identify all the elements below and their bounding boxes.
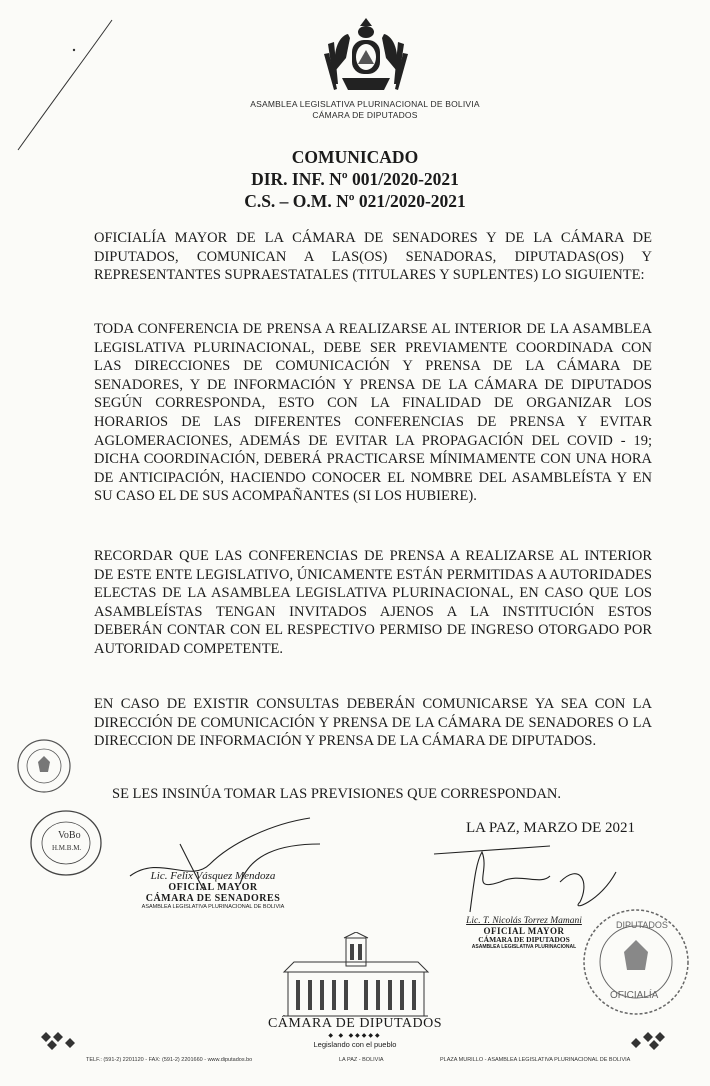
stamp-vobo-icon xyxy=(28,808,104,878)
signature-left-name: Lic. Felix Vásquez Mendoza xyxy=(150,870,276,882)
svg-text:VoBo: VoBo xyxy=(58,830,81,841)
svg-text:DIPUTADOS: DIPUTADOS xyxy=(616,920,668,930)
footer-city: LA PAZ - BOLIVIA xyxy=(339,1057,384,1063)
paragraph-closing: SE LES INSINÚA TOMAR LAS PREVISIONES QUE CORRESPONDAN. xyxy=(112,786,562,802)
paragraph-authorized-persons: RECORDAR QUE LAS CONFERENCIAS DE PRENSA A REALIZARSE AL INTERIOR DE ESTE ENTE LEGISLATIVO, ÚNICAMENTE ESTÁN PERMITIDAS A AUTORIDADES ELECTAS DE LA ASAMBLEA LEGISLATIVA PLURINACIONAL, EN CASO QUE LOS ASAMBLEÍSTAS TENGAN INVITADOS AJENOS A LA INSTITUCIÓN ESTOS DEBERÁN CONTAR CON EL RESPECTIVO PERMISO DE INGRESO OTORGADO POR AUTORIDAD COMPETENTE. xyxy=(94,548,652,657)
stamp-diputados-icon xyxy=(580,906,692,1018)
paragraph-intro: OFICIALÍA MAYOR DE LA CÁMARA DE SENADORES Y DE LA CÁMARA DE DIPUTADOS, COMUNICAN A LAS(OS) SENADORAS, DIPUTADAS(OS) Y REPRESENTANTES SUPRAESTATALES (TITULARES Y SUPLENTES) LO SIGUIENTE: xyxy=(94,230,652,284)
signature-left-assembly: ASAMBLEA LEGISLATIVA PLURINACIONAL DE BOLIVIA xyxy=(141,904,285,910)
document-title-block xyxy=(0,146,710,212)
footer-address: PLAZA MURILLO - ASAMBLEA LEGISLATIVA PLURINACIONAL DE BOLIVIA xyxy=(440,1057,631,1063)
signature-right-chamber: CÁMARA DE DIPUTADOS xyxy=(478,935,570,944)
footer-logo-dots: ◆ ◆ ◆◆◆◆◆ xyxy=(328,1033,382,1039)
signature-right-name: Lic. T. Nicolás Torrez Mamani xyxy=(466,916,582,926)
congress-building-icon xyxy=(278,932,434,1022)
header-org-line2: CÁMARA DE DIPUTADOS xyxy=(312,110,418,120)
document-date: LA PAZ, MARZO DE 2021 xyxy=(466,820,636,836)
footer-motto: Legislando con el pueblo xyxy=(313,1040,397,1049)
signature-left-title: OFICIAL MAYOR xyxy=(168,882,258,893)
footer-chamber-name: CÁMARA DE DIPUTADOS xyxy=(267,1016,443,1031)
signature-left-block xyxy=(128,870,298,911)
title-reference-2: C.S. – O.M. Nº 021/2020-2021 xyxy=(244,191,466,211)
pen-mark-icon xyxy=(8,14,118,154)
signature-left-chamber: CÁMARA DE SENADORES xyxy=(145,893,281,904)
header-org-line1: ASAMBLEA LEGISLATIVA PLURINACIONAL DE BOLIVIA xyxy=(250,99,480,109)
title-reference-1: DIR. INF. Nº 001/2020-2021 xyxy=(251,169,459,189)
svg-text:OFICIALÍA: OFICIALÍA xyxy=(610,990,659,1001)
decorative-diamonds-right-icon xyxy=(622,1030,666,1052)
bolivia-crest-icon xyxy=(318,14,414,98)
title-comunicado: COMUNICADO xyxy=(291,147,419,167)
footer-contact: TELF.: (591-2) 2201120 - FAX: (591-2) 2201660 - www.diputados.bo xyxy=(86,1057,253,1063)
signature-right-assembly: ASAMBLEA LEGISLATIVA PLURINACIONAL xyxy=(471,944,577,950)
stamp-senate-icon xyxy=(16,738,72,794)
paragraph-inquiries: EN CASO DE EXISTIR CONSULTAS DEBERÁN COMUNICARSE YA SEA CON LA DIRECCIÓN DE COMUNICACIÓN Y PRENSA DE LA CÁMARA DE SENADORES O LA DIRECCION DE INFORMACIÓN Y PRENSA DE LA CÁMARA DE DIPUTADOS. xyxy=(94,696,652,750)
paragraph-press-coordination: TODA CONFERENCIA DE PRENSA A REALIZARSE AL INTERIOR DE LA ASAMBLEA LEGISLATIVA PLURINACIONAL, DEBE SER PREVIAMENTE COORDINADA CON LAS DIRECCIONES DE COMUNICACIÓN Y PRENSA DE LA CÁMARA DE SENADORES, Y DE INFORMACIÓN Y PRENSA DE LA CÁMARA DE DIPUTADOS SEGÚN CORRESPONDA, ESTO CON LA FINALIDAD DE ORGANIZAR LOS HORARIOS DE LAS DIFERENTES CONFERENCIAS DE PRENSA Y EVITAR AGLOMERACIONES, ADEMÁS DE EVITAR LA PROPAGACIÓN DEL COVID - 19; DICHA COORDINACIÓN, DEBERÁ PRACTICARSE MÍNIMAMENTE CON UNA HORA DE ANTICIPACIÓN, HACIENDO CONOCER EL NOMBRE DEL ASAMBLEÍSTA Y EN SU CASO EL DE SUS ACOMPAÑANTES (SI LOS HUBIERE). xyxy=(94,321,652,505)
svg-text:H.M.B.M.: H.M.B.M. xyxy=(52,844,82,852)
decorative-diamonds-left-icon xyxy=(40,1030,84,1052)
signature-right-title: OFICIAL MAYOR xyxy=(483,926,565,936)
